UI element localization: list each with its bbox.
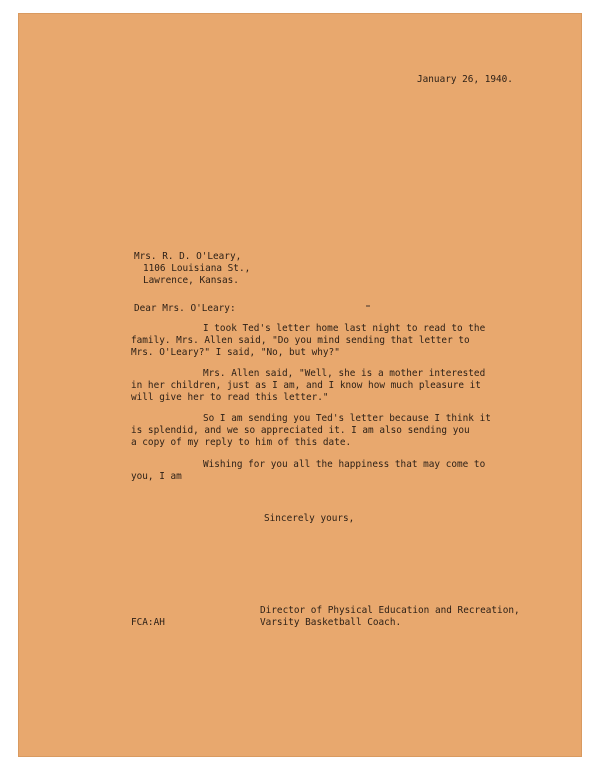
paragraph-1-line-3: Mrs. O'Leary?" I said, "No, but why?" <box>131 347 340 358</box>
letter-date: January 26, 1940. <box>417 74 513 85</box>
stray-ink-mark <box>366 305 370 307</box>
paragraph-2-line-3: will give her to read this letter." <box>131 392 329 403</box>
recipient-street: 1106 Louisiana St., <box>143 263 251 274</box>
paragraph-1-line-1: I took Ted's letter home last night to read to the <box>203 323 486 334</box>
paragraph-3-line-1: So I am sending you Ted's letter because I think it <box>203 413 491 424</box>
recipient-city: Lawrence, Kansas. <box>143 275 239 286</box>
paragraph-2-line-2: in her children, just as I am, and I know how much pleasure it <box>131 380 481 391</box>
typist-initials: FCA:AH <box>131 617 165 628</box>
paragraph-2-line-1: Mrs. Allen said, "Well, she is a mother interested <box>203 368 486 379</box>
paragraph-3-line-2: is splendid, and we so appreciated it. I am also sending you <box>131 425 470 436</box>
paragraph-4-line-1: Wishing for you all the happiness that may come to <box>203 459 486 470</box>
letter-page <box>18 13 582 757</box>
salutation: Dear Mrs. O'Leary: <box>134 303 236 314</box>
paragraph-4-line-2: you, I am <box>131 471 182 482</box>
signature-title-1: Director of Physical Education and Recreation, <box>260 605 520 616</box>
recipient-name: Mrs. R. D. O'Leary, <box>134 251 242 262</box>
paragraph-3-line-3: a copy of my reply to him of this date. <box>131 437 352 448</box>
closing: Sincerely yours, <box>264 513 355 524</box>
paragraph-1-line-2: family. Mrs. Allen said, "Do you mind sending that letter to <box>131 335 470 346</box>
signature-title-2: Varsity Basketball Coach. <box>260 617 402 628</box>
